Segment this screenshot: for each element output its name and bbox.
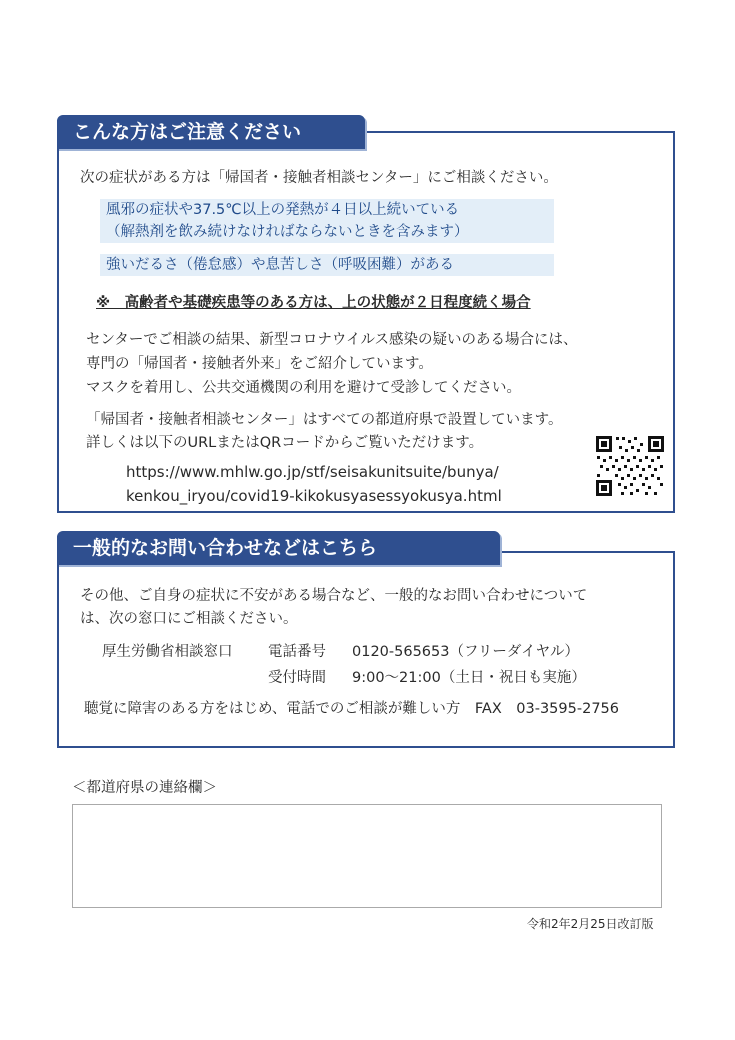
fax-line: 聴覚に障害のある方をはじめ、電話でのご相談が難しい方 FAX 03-3595-2756 (84, 701, 619, 717)
center-line-2: 専門の「帰国者・接触者外来」をご紹介しています。 (86, 356, 433, 372)
general-title: 一般的なお問い合わせなどはこちら (57, 531, 500, 565)
center-line-3: マスクを着用し、公共交通機関の利用を避けて受診してください。 (86, 380, 521, 396)
prefecture-label: ＜都道府県の連絡欄＞ (72, 780, 217, 796)
info-line-2: 詳しくは以下のURLまたはQRコードからご覧いただけます。 (86, 435, 484, 451)
caution-title: こんな方はご注意ください (57, 115, 365, 149)
hours-label: 受付時間 (268, 670, 326, 686)
phone-number[interactable]: 0120-565653（フリーダイヤル） (352, 644, 579, 660)
general-intro-line-1: その他、ご自身の症状に不安がある場合など、一般的なお問い合わせについて (80, 588, 588, 604)
qr-code[interactable] (594, 434, 666, 498)
general-intro-line-2: は、次の窓口にご相談ください。 (80, 611, 298, 627)
caution-intro: 次の症状がある方は「帰国者・接触者相談センター」にご相談ください。 (80, 170, 558, 186)
center-line-1: センターでご相談の結果、新型コロナウイルス感染の疑いのある場合には、 (86, 332, 578, 348)
phone-label: 電話番号 (268, 644, 326, 660)
info-line-1: 「帰国者・接触者相談センター」はすべての都道府県で設置しています。 (86, 412, 563, 428)
caution-note: ※ 高齢者や基礎疾患等のある方は、上の状態が２日程度続く場合 (96, 295, 531, 311)
url-line-2[interactable]: kenkou_iryou/covid19-kikokusyasessyokusya.html (126, 487, 502, 505)
symptom-2: 強いだるさ（倦怠感）や息苦しさ（呼吸困難）がある (100, 254, 554, 276)
symptom-1-line-2: （解熱剤を飲み続けなければならないときを含みます） (100, 221, 554, 243)
hours-value: 9:00～21:00（土日・祝日も実施） (352, 670, 586, 686)
revision-date: 令和2年2月25日改訂版 (527, 917, 654, 931)
office-name: 厚生労働省相談窓口 (102, 644, 233, 660)
symptom-1-line-1: 風邪の症状や37.5℃以上の発熱が４日以上続いている (100, 199, 554, 221)
url-line-1[interactable]: https://www.mhlw.go.jp/stf/seisakunitsuite/bunya/ (126, 463, 499, 481)
prefecture-contact-box (72, 804, 662, 908)
